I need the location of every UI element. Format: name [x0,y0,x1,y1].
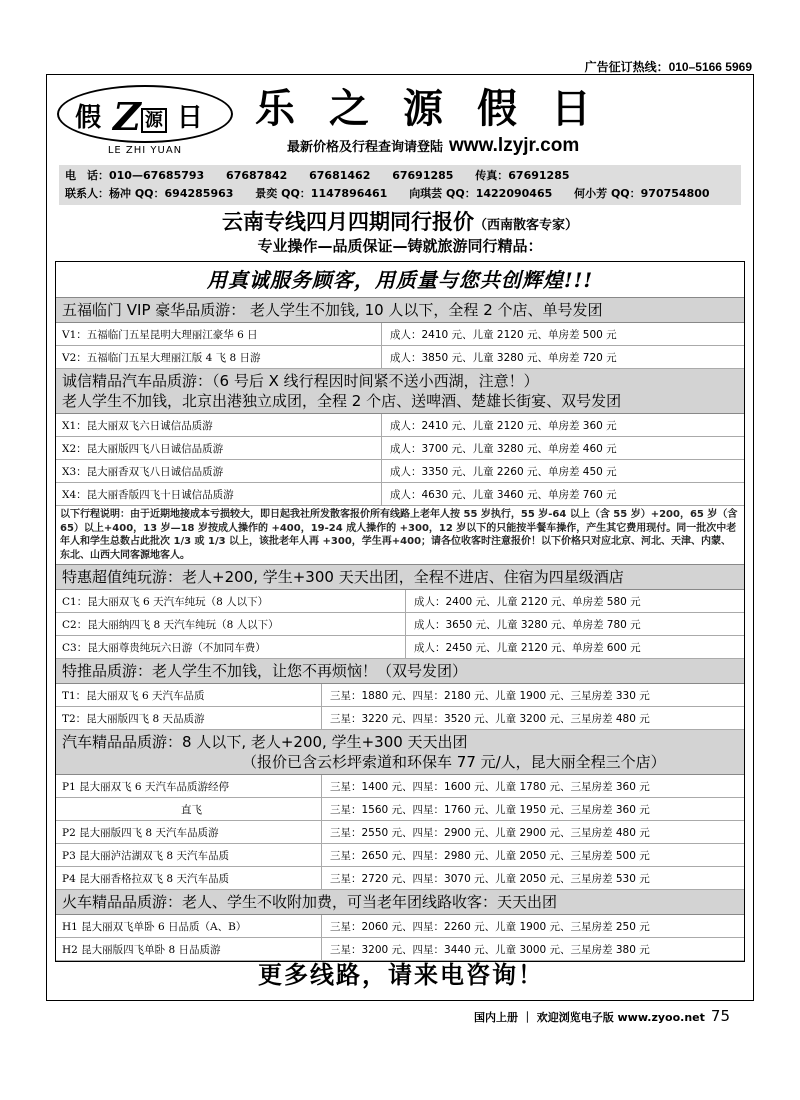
section-header [56,890,744,915]
route-price: 成人：2410 元、儿童 2120 元、单房差 500 元 [390,328,617,341]
table-row [56,707,744,730]
contact-phones [65,167,735,185]
route-price: 成人：2400 元、儿童 2120 元、单房差 580 元 [414,595,641,608]
route-price: 三星：3200 元、四星：3440 元、儿童 3000 元、三星房差 380 元 [330,943,650,956]
section-title: 诚信精品汽车品质游：（6 号后 X 线行程因时间紧不送小西湖，注意！） [62,372,539,390]
route-price: 成人：3350 元、儿童 2260 元、单房差 450 元 [390,465,617,478]
ad-hotline: 广告征订热线：010–5166 5969 [584,60,752,74]
page-title [47,209,753,235]
route-price: 三星：2060 元、四星：2260 元、儿童 1900 元、三星房差 250 元 [330,920,650,933]
contact-person: 景奕 QQ：1147896461 [255,187,388,200]
contact-person: 何小芳 QQ：970754800 [574,187,710,200]
route-price: 三星：1400 元、四星：1600 元、儿童 1780 元、三星房差 360 元 [330,780,650,793]
price-table [55,261,745,962]
section-title: 特惠超值纯玩游：老人+200, 学生+300 天天出团，全程不进店、住宿为四星级酒店 [62,568,624,586]
section-header [56,369,744,414]
route-name: X4：昆大丽香版四飞十日诚信品质游 [56,483,382,505]
ad-page [46,74,754,1001]
logo-chars [57,94,233,139]
route-name: X1：昆大丽双飞六日诚信品质游 [56,414,382,436]
table-row [56,346,744,369]
brand-header [47,75,753,165]
brand-url[interactable]: www.lzyjr.com [449,135,580,156]
section-title: 汽车精品品质游：8 人以下, 老人+200, 学生+300 天天出团 [62,733,468,751]
page-footer [474,1007,730,1025]
logo-right-char: 日 [176,103,215,133]
route-price: 成人：4630 元、儿童 3460 元、单房差 760 元 [390,488,617,501]
route-name: T1：昆大丽双飞 6 天汽车品质 [56,684,322,706]
route-name: V1：五福临门五星昆明大理丽江豪华 6 日 [56,323,382,345]
route-name: P4 昆大丽香格拉双飞 8 天汽车品质 [56,867,322,889]
route-name: T2：昆大丽版四飞 8 天品质游 [56,707,322,729]
pricing-note: 以下行程说明：由于近期地接成本亏损较大，即日起我社所发散客报价所有线路上老年人按 55 岁执行，55 岁-64 以上（含 55 岁）+200，65 岁（含 65）以上+400，13 岁—18 岁按成人操作的 +400，19-24 成人操作的 +300，12 岁以下的只能按半餐车操作，产生其它费用现付。同一批次中老年人和学生总数占此批次 1/3 或 1/3 以上，该批老年人再 +300，学生再+400；请各位收客时注意报价！以下价格只对应北京、河北、天津、内蒙、东北、山西大同客源地客人。 [56,506,744,565]
table-row [56,323,744,346]
page-subtitle: 专业操作—品质保证—铸就旅游同行精品： [257,237,543,255]
route-price: 三星：2650 元、四星：2980 元、儿童 2050 元、三星房差 500 元 [330,849,650,862]
route-price: 成人：3850 元、儿童 3280 元、单房差 720 元 [390,351,617,364]
table-row [56,613,744,636]
table-row [56,437,744,460]
contact-person: 联系人：杨冲 QQ：694285963 [65,187,234,200]
route-name: X3：昆大丽香双飞八日诚信品质游 [56,460,382,482]
logo-english: LE ZHI YUAN [107,145,183,156]
table-row [56,844,744,867]
brand-sub-text: 最新价格及行程查询请登陆 [287,140,444,155]
phone-2: 67687842 [226,169,288,182]
phone-4: 67691285 [392,169,454,182]
route-price: 三星：2720 元、四星：3070 元、儿童 2050 元、三星房差 530 元 [330,872,650,885]
headline-title: 云南专线四月四期同行报价 [221,210,474,234]
section-title-2: （报价已含云杉坪索道和环保车 77 元/人，昆大丽全程三个店） [242,753,666,771]
phone-1: 电 话：010—67685793 [65,169,205,182]
route-name: H1 昆大丽双飞单卧 6 日品质（A、B） [56,915,322,937]
headline-tag: （西南散客专家） [473,218,578,233]
table-row [56,775,744,798]
table-row [56,414,744,437]
section-title: 特推品质游：老人学生不加钱，让您不再烦恼！（双号发团） [62,662,468,680]
table-row [56,636,744,659]
section-title-2: 老人学生不加钱，北京出港独立成团，全程 2 个店、送啤酒、楚雄长街宴、双号发团 [62,392,622,410]
section-header [56,298,744,323]
table-row [56,684,744,707]
brand-logo [57,85,233,159]
route-name: C3：昆大丽尊贵纯玩六日游（不加同车费） [56,636,406,658]
route-name: P1 昆大丽双飞 6 天汽车品质游经停 [56,775,322,797]
route-name: C1：昆大丽双飞 6 天汽车纯玩（8 人以下） [56,590,406,612]
fax: 传真：67691285 [475,169,570,182]
route-name: P3 昆大丽泸沽湖双飞 8 天汽车品质 [56,844,322,866]
table-row [56,460,744,483]
contact-bar [59,165,741,205]
section-title: 五福临门 VIP 豪华品质游： 老人学生不加钱, 10 人以下，全程 2 个店、单号发团 [62,301,603,319]
section-header [56,730,744,775]
table-row [56,483,744,506]
route-name: P2 昆大丽版四飞 8 天汽车品质游 [56,821,322,843]
logo-left-char: 假 [75,103,114,133]
logo-z: Z [113,94,141,139]
footer-text: 国内上册 ｜ 欢迎浏览电子版 www.zyoo.net [474,1011,705,1024]
route-name: C2：昆大丽纳四飞 8 天汽车纯玩（8 人以下） [56,613,406,635]
slogan: 用真诚服务顾客，用质量与您共创辉煌!!! [56,262,744,298]
table-row [56,867,744,890]
section-title: 火车精品品质游：老人、学生不收附加费，可当老年团线路收客：天天出团 [62,893,558,911]
route-price: 三星：2550 元、四星：2900 元、儿童 2900 元、三星房差 480 元 [330,826,650,839]
route-price: 三星：3220 元、四星：3520 元、儿童 3200 元、三星房差 480 元 [330,712,650,725]
table-row [56,821,744,844]
page-number: 75 [710,1007,730,1025]
section-header [56,565,744,590]
route-name: H2 昆大丽版四飞单卧 8 日品质游 [56,938,322,960]
route-name: X2：昆大丽版四飞八日诚信品质游 [56,437,382,459]
brand-subtitle [287,135,579,157]
route-name: V2：五福临门五星大理丽江版 4 飞 8 日游 [56,346,382,368]
route-price: 三星：1880 元、四星：2180 元、儿童 1900 元、三星房差 330 元 [330,689,650,702]
table-row [56,798,744,821]
contact-people [65,185,735,203]
table-row [56,590,744,613]
route-price: 三星：1560 元、四星：1760 元、儿童 1950 元、三星房差 360 元 [330,803,650,816]
route-name: 直飞 [56,798,322,820]
brand-title: 乐之源假日 [255,85,625,132]
route-price: 成人：3700 元、儿童 3280 元、单房差 460 元 [390,442,617,455]
route-price: 成人：2410 元、儿童 2120 元、单房差 360 元 [390,419,617,432]
phone-3: 67681462 [309,169,371,182]
more-routes-callout: 更多线路，请来电咨询！ [258,960,544,989]
table-row [56,915,744,938]
route-price: 成人：2450 元、儿童 2120 元、单房差 600 元 [414,641,641,654]
contact-person: 向琪芸 QQ：1422090465 [409,187,553,200]
logo-mid-char: 源 [141,108,167,133]
section-header [56,659,744,684]
route-price: 成人：3650 元、儿童 3280 元、单房差 780 元 [414,618,641,631]
